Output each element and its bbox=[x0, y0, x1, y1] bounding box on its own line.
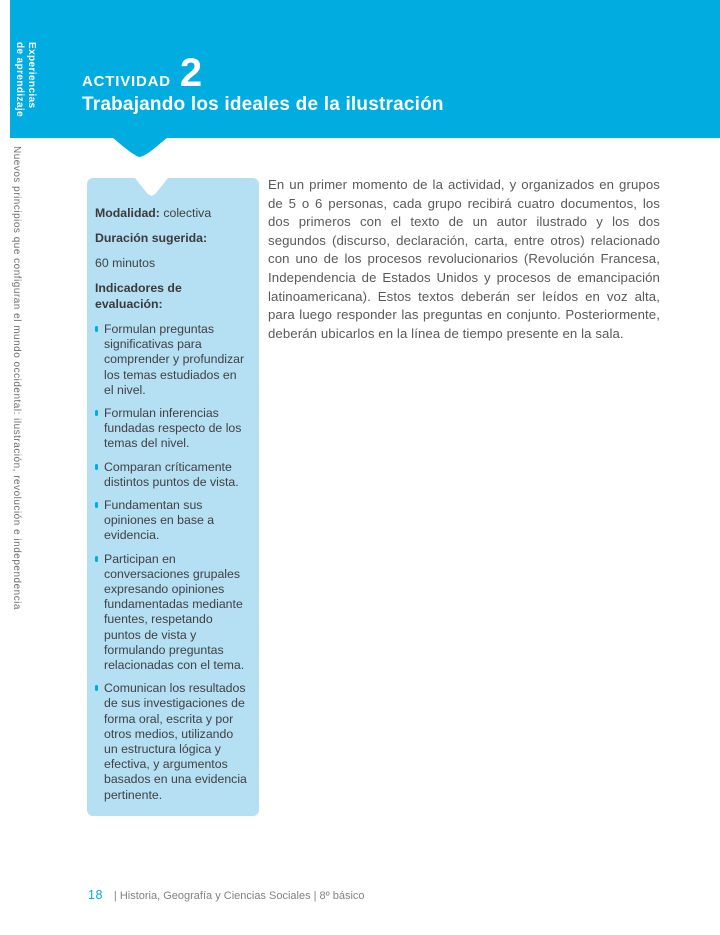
modalidad-row bbox=[95, 205, 249, 221]
activity-number: 2 bbox=[179, 51, 203, 95]
indicator-item bbox=[95, 406, 249, 452]
page-footer bbox=[88, 888, 365, 902]
indicator-item bbox=[95, 552, 249, 674]
indicator-text: Participan en conversaciones grupales expresando opiniones fundamentadas mediante fuentes, respetando puntos de vista y formulando preguntas relacionadas con el tema. bbox=[104, 551, 245, 673]
activity-title: Trabajando los ideales de la ilustración bbox=[82, 94, 444, 115]
bullet-icon bbox=[95, 685, 98, 691]
box-notch-icon bbox=[135, 178, 168, 196]
activity-header bbox=[82, 51, 444, 116]
instruction-paragraph: En un primer momento de la actividad, y organizados en grupos de 5 o 6 personas, cada grupo recibirá cuatro documentos, los dos primeros con el texto de un autor ilustrado y los dos segundos (discurso, declaración, carta, entre otros) relacionado con uno de los procesos revolucionarios (Revolución Francesa, Independencia de Estados Unidos y procesos de emancipación latinoamericana). Estos textos deberán ser leídos en voz alta, para luego responder las preguntas en conjunto. Posteriormente, deberán ubicarlos en la línea de tiempo presente en la sala. bbox=[268, 177, 660, 341]
sidebar-tab-vertical-label bbox=[13, 42, 37, 117]
sidebar-tab-line2: de aprendizaje bbox=[14, 42, 25, 118]
duracion-value: 60 minutos bbox=[95, 256, 156, 270]
indicator-text: Fundamentan sus opiniones en base a evidencia. bbox=[104, 498, 215, 543]
indicator-text: Formulan inferencias fundadas respecto de los temas del nivel. bbox=[104, 406, 242, 451]
bullet-icon bbox=[95, 464, 98, 470]
duracion-label: Duración sugerida: bbox=[95, 231, 208, 245]
bullet-icon bbox=[95, 556, 98, 562]
activity-info-box bbox=[87, 178, 259, 816]
chapter-vertical-title: Nuevos principios que configuran el mundo occidental: ilustración, revolución e independencia bbox=[11, 146, 22, 610]
page-number: 18 bbox=[88, 888, 103, 902]
duracion-row bbox=[95, 230, 249, 246]
indicator-item bbox=[95, 498, 249, 544]
indicator-text: Formulan preguntas significativas para comprender y profundizar los temas estudiados en el nivel. bbox=[104, 322, 245, 397]
modalidad-value: colectiva bbox=[163, 206, 212, 220]
modalidad-label: Modalidad: bbox=[95, 206, 160, 220]
band-tail-pointer-icon bbox=[112, 137, 168, 158]
activity-kicker: ACTIVIDAD bbox=[82, 73, 171, 90]
activity-kicker-row bbox=[82, 51, 444, 95]
bullet-icon bbox=[95, 502, 98, 508]
bullet-icon bbox=[95, 326, 98, 332]
indicator-item bbox=[95, 322, 249, 398]
indicadores-label: Indicadores de evaluación: bbox=[95, 281, 182, 311]
indicator-item bbox=[95, 460, 249, 490]
bullet-icon bbox=[95, 410, 98, 416]
indicator-text: Comunican los resultados de sus investigaciones de forma oral, escrita y por otros medios, utilizando un estructura lógica y efectiva, y argumentos basados en una evidencia pertinente. bbox=[104, 681, 247, 802]
indicator-list bbox=[95, 322, 249, 803]
sidebar-tab-line1: Experiencias bbox=[26, 42, 37, 109]
indicadores-row bbox=[95, 280, 249, 312]
indicator-text: Comparan críticamente distintos puntos de vista. bbox=[104, 459, 239, 489]
footer-text: | Historia, Geografía y Ciencias Sociales | 8º básico bbox=[113, 890, 365, 902]
header-band bbox=[10, 0, 720, 138]
indicator-item bbox=[95, 681, 249, 803]
